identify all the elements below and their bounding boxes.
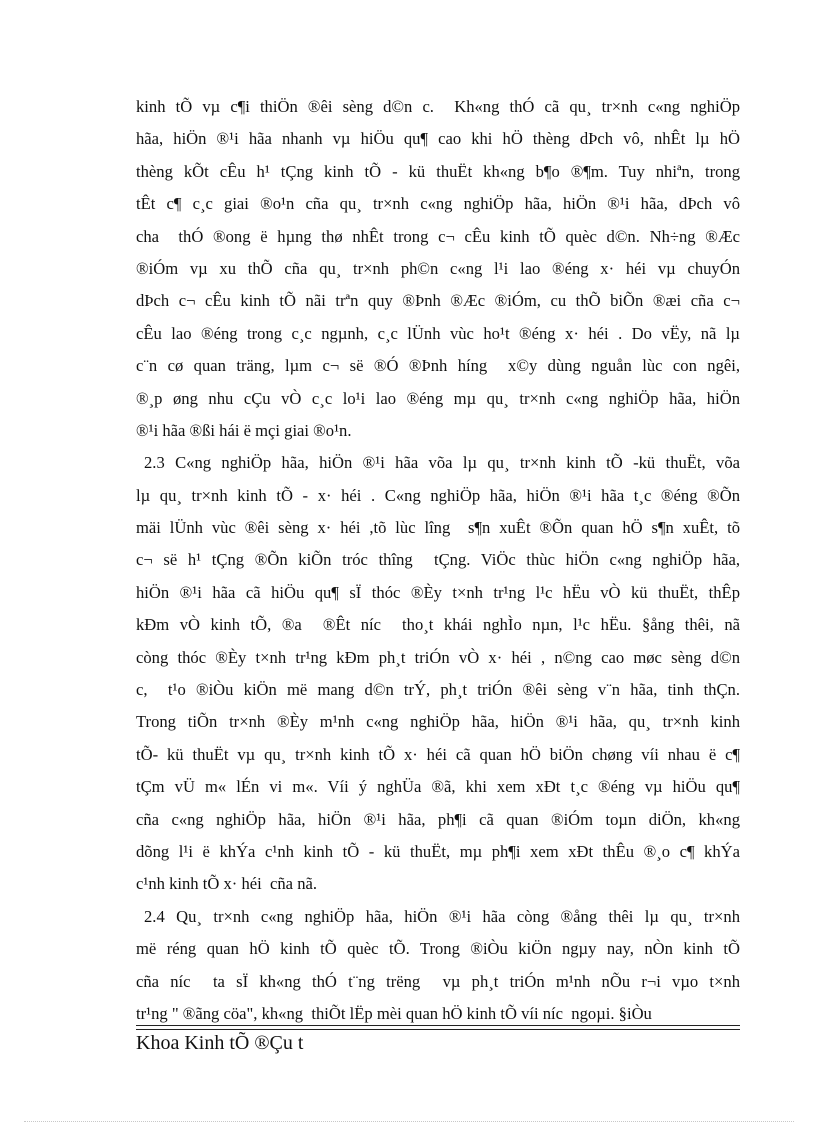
text-line: ®iÓm vµ xu thÕ cña qu¸ tr×nh ph©n c«ng l¹i lao ®éng x· héi vµ chuyÓn: [136, 258, 740, 278]
text-line: lµ qu¸ tr×nh kinh tÕ - x· héi . C«ng nghiÖp hãa, hiÖn ®¹i hãa t¸c ®éng ®Õn: [136, 485, 740, 505]
text-line: còng thóc ®Èy t×nh tr¹ng kÐm ph¸t triÓn vÒ x· héi , n©ng cao møc sèng d©n: [136, 647, 740, 667]
text-line: tÇm vÜ m« lÉn vi m«. Víi ý nghÜa ®ã, khi xem xÐt t¸c ®éng vµ hiÖu qu¶: [136, 777, 740, 797]
text-line: tÕ- kü thuËt vµ qu¸ tr×nh kinh tÕ x· héi cã quan hÖ biÖn chøng víi nhau ë c¶: [136, 744, 740, 764]
text-line: dõng l¹i ë khÝa c¹nh kinh tÕ - kü thuËt, mµ ph¶i xem xÐt thÊu ®¸o c¶ khÝa: [136, 841, 740, 861]
text-line: dÞch c¬ cÊu kinh tÕ nãi trªn quy ®Þnh ®Æc ®iÓm, cu thÕ biÕn ®æi cña c¬: [136, 291, 740, 311]
text-line: c, t¹o ®iÒu kiÖn më mang d©n trÝ, ph¸t triÓn ®êi sèng v¨n hãa, tinh thÇn.: [136, 680, 740, 700]
text-line: thèng kÕt cÊu h¹ tÇng kinh tÕ - kü thuËt kh«ng b¶o ®¶m. Tuy nhiªn, trong: [136, 161, 740, 181]
text-line: cña c«ng nghiÖp hãa, hiÖn ®¹i hãa, ph¶i cã quan ®iÓm toµn diÖn, kh«ng: [136, 809, 740, 829]
text-line: ®¸p øng nhu cÇu vÒ c¸c lo¹i lao ®éng mµ qu¸ tr×nh c«ng nghiÖp hãa, hiÖn: [136, 388, 740, 408]
page-bottom-dotted-border: [24, 1121, 794, 1122]
text-line: hãa, hiÖn ®¹i hãa nhanh vµ hiÖu qu¶ cao khi hÖ thèng dÞch vô, nhÊt lµ hÖ: [136, 129, 740, 149]
text-line: kÐm vÒ kinh tÕ, ®a ®Êt níc tho¸t khái nghÌo nµn, l¹c hËu. §ång thêi, nã: [136, 615, 740, 635]
footer-rule-top: [136, 1025, 740, 1026]
footer-text: Khoa Kinh tÕ ®Çu t: [136, 1032, 304, 1054]
body-text: [136, 91, 740, 1030]
text-line: c¨n cø quan träng, lµm c¬ së ®Ó ®Þnh híng x©y dùng nguån lùc con ngêi,: [136, 356, 740, 376]
text-line: c¹nh kinh tÕ x· héi cña nã.: [136, 874, 317, 894]
text-line: 2.4 Qu¸ tr×nh c«ng nghiÖp hãa, hiÖn ®¹i hãa còng ®ång thêi lµ qu¸ tr×nh: [144, 906, 740, 926]
text-line: ®¹i hãa ®ßi hái ë mçi giai ®o¹n.: [136, 420, 352, 440]
text-line: 2.3 C«ng nghiÖp hãa, hiÖn ®¹i hãa võa lµ qu¸ tr×nh kinh tÕ -kü thuËt, võa: [144, 453, 740, 473]
text-line: cña níc ta sÏ kh«ng thÓ t¨ng trëng vµ ph¸t triÓn m¹nh nÕu r¬i vµo t×nh: [136, 971, 740, 991]
text-line: kinh tÕ vµ c¶i thiÖn ®êi sèng d©n c. Kh«ng thÓ cã qu¸ tr×nh c«ng nghiÖp: [136, 97, 740, 116]
text-line: tÊt c¶ c¸c giai ®o¹n cña qu¸ tr×nh c«ng nghiÖp hãa, hiÖn ®¹i hãa, dÞch vô: [136, 194, 740, 214]
text-line: mäi lÜnh vùc ®êi sèng x· héi ,tõ lùc lîng s¶n xuÊt ®Õn quan hÖ s¶n xuÊt, tõ: [136, 518, 740, 538]
text-line: Trong tiÕn tr×nh ®Èy m¹nh c«ng nghiÖp hãa, hiÖn ®¹i hãa, qu¸ tr×nh kinh: [136, 712, 740, 732]
text-line: hiÖn ®¹i hãa cã hiÖu qu¶ sÏ thóc ®Èy t×nh tr¹ng l¹c hËu vÒ kü thuËt, thÊp: [136, 582, 740, 602]
text-line: cÊu lao ®éng trong c¸c ngµnh, c¸c lÜnh vùc ho¹t ®éng x· héi . Do vËy, nã lµ: [136, 323, 740, 343]
text-line: c¬ së h¹ tÇng ®Õn kiÕn tróc thîng tÇng. ViÖc thùc hiÖn c«ng nghiÖp hãa,: [136, 550, 740, 570]
text-line: tr¹ng " ®ãng cöa", kh«ng thiÕt lËp mèi quan hÖ kinh tÕ víi níc ngoµi. §iÒu: [136, 1003, 652, 1023]
text-line: cha thÓ ®ong ë hµng thø nhÊt trong c¬ cÊu kinh tÕ quèc d©n. Nh÷ng ®Æc: [136, 226, 740, 246]
text-line: më réng quan hÖ kinh tÕ quèc tÕ. Trong ®iÒu kiÖn ngµy nay, nÒn kinh tÕ: [136, 939, 740, 959]
